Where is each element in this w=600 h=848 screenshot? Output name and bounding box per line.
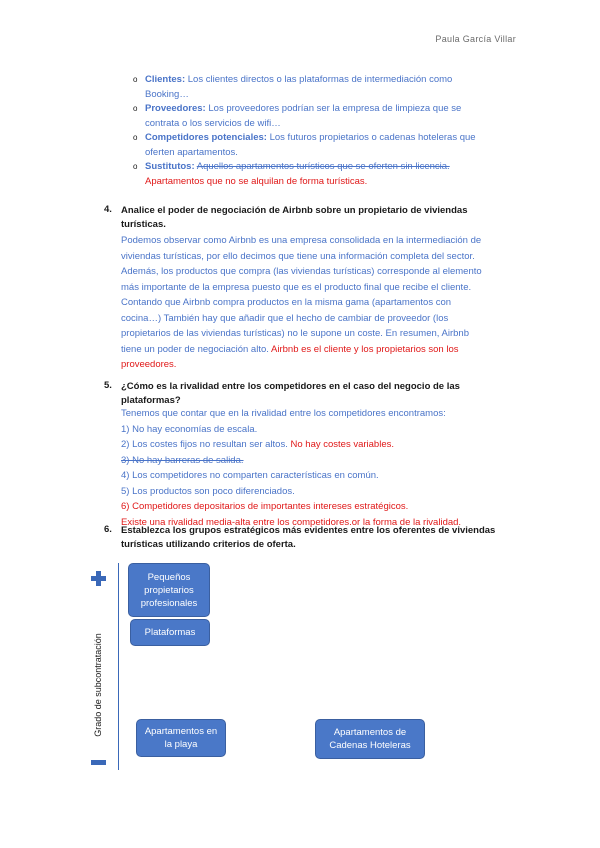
axis-label: Grado de subcontratación	[93, 633, 103, 737]
bullet-text: contrata o los servicios de wifi…	[145, 118, 281, 129]
minus-icon	[91, 760, 106, 765]
bullet-sustitutos	[133, 159, 505, 189]
answer-4-red: Airbnb es el cliente y los propietarios son los	[271, 343, 459, 355]
question-4: Analice el poder de negociación de Airbnb sobre un propietario de viviendas turísticas.	[121, 205, 468, 230]
bullet-label: Competidores potenciales:	[145, 132, 267, 143]
question-5: ¿Cómo es la rivalidad entre los competidores en el caso del negocio de las plataformas?	[121, 381, 460, 406]
group-box-plataformas: Plataformas	[130, 619, 210, 646]
bullet-proveedores	[133, 101, 505, 131]
plus-icon	[91, 571, 106, 586]
bullet-marker: o	[133, 133, 138, 142]
bullet-label: Sustitutos:	[145, 161, 195, 172]
bullet-text: Los proveedores podrían ser la empresa de limpieza que se	[208, 103, 462, 114]
bullet-clientes	[133, 72, 505, 102]
bullet-text: Los futuros propietarios o cadenas hoteleras que	[269, 132, 476, 143]
bullet-label: Proveedores:	[145, 103, 206, 114]
answer-5: Tenemos que contar que en la rivalidad entre los competidores encontramos: 1) No hay economías de escala. 2) Los costes fijos no resultan ser altos. No hay costes variables. 3) No hay barreras de salida. 4) Los competidores no comparten características en común. 5) Los productos son poco diferenciados. 6) Competidores depositarios de importantes intereses estratégicos. Existe una rivalidad media-alta entre los competidores.or la forma de la rivalidad.	[121, 408, 462, 528]
vertical-axis	[118, 563, 119, 770]
correction-text: Apartamentos que no se alquilan de forma turísticas.	[145, 176, 368, 187]
bullet-text: Booking…	[145, 89, 189, 100]
bullet-text: Los clientes directos o las plataformas de intermediación como	[187, 74, 453, 85]
group-box-pequenos-propietarios: Pequeños propietarios profesionales	[128, 563, 210, 617]
bullet-marker: o	[133, 162, 138, 171]
bullet-competidores	[133, 130, 505, 160]
question-number: 4.	[104, 204, 112, 215]
bullet-marker: o	[133, 104, 138, 113]
answer-4: Podemos observar como Airbnb es una empresa consolidada en la intermediación de viviendas turísticas, por ello decimos que tiene una información completa del sector. Además, los productos que compra (las viviendas turísticas) corresponde al elemento más importante de la empresa puesto que es el producto final que recibe el cliente. Contando que Airbnb compra productos en la misma gama (apartamentos con cocina…) También hay que añadir que el hecho de cambiar de proveedor (los propietarios de las viviendas turísticas) no le supone un coste. En resumen, Airbnb tiene un poder de negociación alto. Airbnb es el cliente y los propietarios son los proveedores.	[121, 235, 482, 370]
group-box-cadenas-hoteleras: Apartamentos de Cadenas Hoteleras	[315, 719, 425, 759]
bullet-label: Clientes:	[145, 74, 186, 85]
question-6: Establezca los grupos estratégicos más evidentes entre los oferentes de viviendas turísticas utilizando criterios de oferta.	[121, 525, 496, 550]
question-number: 6.	[104, 524, 112, 535]
group-box-apartamentos-playa: Apartamentos en la playa	[136, 719, 226, 757]
struck-text: Aquellos apartamentos turísticos que se oferten sin licencia.	[196, 161, 450, 172]
author-name: Paula García Villar	[435, 34, 516, 44]
bullet-marker: o	[133, 75, 138, 84]
question-number: 5.	[104, 380, 112, 391]
bullet-text: oferten apartamentos.	[145, 147, 238, 158]
